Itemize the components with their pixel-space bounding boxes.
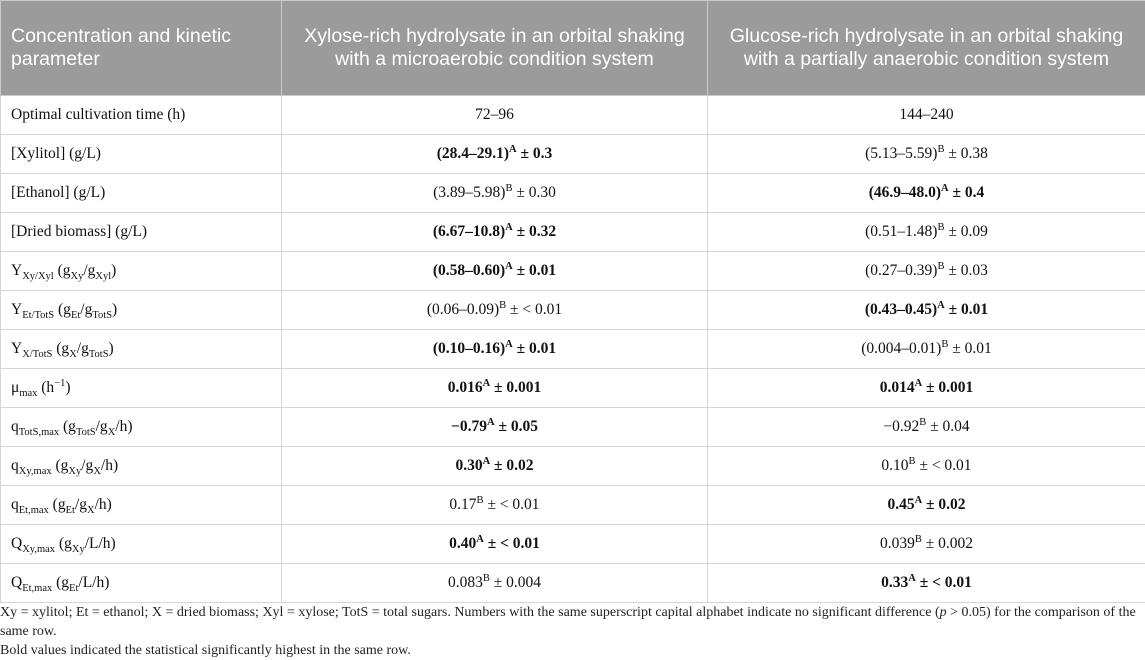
glucose-value: $(0.51-1.48)^B \pm 0.09$ (708, 213, 1145, 252)
table-row (1, 369, 1145, 408)
xylose-value: $(28.4-29.1)^A \pm 0.3$ (282, 135, 708, 174)
row-label: $q_{Et,max}$ $(g_{Et}/g_X/h)$ (1, 486, 282, 525)
table-row (1, 447, 1145, 486)
glucose-value: $0.10^B$ ± < 0.01 (708, 447, 1145, 486)
table-row (1, 174, 1145, 213)
table-row (1, 525, 1145, 564)
table-row (1, 213, 1145, 252)
xylose-value: $-0.79^A \pm 0.05$ (282, 408, 708, 447)
table-row (1, 291, 1145, 330)
glucose-value: $0.014^A \pm 0.001$ (708, 369, 1145, 408)
xylose-value: $(0.06-0.09)^B$ ± < 0.01 (282, 291, 708, 330)
xylose-value: $(6.67-10.8)^A \pm 0.32$ (282, 213, 708, 252)
row-label: $Q_{Xy,max}$ $(g_{Xy}/L/h)$ (1, 525, 282, 564)
header-glucose-rich: Glucose-rich hydrolysate in an orbital shaking with a partially anaerobic condition system (708, 1, 1145, 96)
glucose-value: $0.33^A$ ± < 0.01 (708, 564, 1145, 603)
table-row (1, 96, 1145, 135)
table-row (1, 252, 1145, 291)
row-label: $q_{TotS,max}$ $(g_{TotS}/g_X/h)$ (1, 408, 282, 447)
xylose-value: $0.016^A \pm 0.001$ (282, 369, 708, 408)
table-row (1, 330, 1145, 369)
row-label: $Q_{Et,max}$ $(g_{Et}/L/h)$ (1, 564, 282, 603)
table-row (1, 486, 1145, 525)
glucose-value: $-0.92^B \pm 0.04$ (708, 408, 1145, 447)
xylose-value: $(0.58-0.60)^A \pm 0.01$ (282, 252, 708, 291)
glucose-value: $0.039^B \pm 0.002$ (708, 525, 1145, 564)
header-xylose-rich: Xylose-rich hydrolysate in an orbital shaking with a microaerobic condition system (282, 1, 708, 96)
xylose-value: $0.30^A \pm 0.02$ (282, 447, 708, 486)
row-label: $\mu_{max}$ $(h^{-1})$ (1, 369, 282, 408)
glucose-value: $0.45^A \pm 0.02$ (708, 486, 1145, 525)
footnote-abbreviations: Xy = xylitol; Et = ethanol; X = dried biomass; Xyl = xylose; TotS = total sugars. Numbers with the same superscript capital alphabet indicate no significant difference (p > 0.05) for the comparison of the same row. (0, 605, 1136, 639)
xylose-value: $0.083^B \pm 0.004$ (282, 564, 708, 603)
xylose-value: 72–96 (282, 96, 708, 135)
table-footnote (0, 603, 1140, 660)
glucose-value: 144–240 (708, 96, 1145, 135)
xylose-value: $0.17^B$ ± < 0.01 (282, 486, 708, 525)
table-header-row (1, 1, 1145, 96)
table-row (1, 564, 1145, 603)
footnote-bold-note: Bold values indicated the statistical significantly highest in the same row. (0, 643, 411, 658)
table-row (1, 135, 1145, 174)
xylose-value: $(0.10-0.16)^A \pm 0.01$ (282, 330, 708, 369)
row-label: [Ethanol] (g/L) (1, 174, 282, 213)
header-parameter: Concentration and kinetic parameter (1, 1, 282, 96)
row-label: $Y_{Xy/Xyl}$ $(g_{Xy}/g_{Xyl})$ (1, 252, 282, 291)
glucose-value: $(0.43-0.45)^A \pm 0.01$ (708, 291, 1145, 330)
row-label: [Xylitol] (g/L) (1, 135, 282, 174)
glucose-value: $(0.004-0.01)^B \pm 0.01$ (708, 330, 1145, 369)
glucose-value: $(0.27-0.39)^B \pm 0.03$ (708, 252, 1145, 291)
row-label: $q_{Xy,max}$ $(g_{Xy}/g_X/h)$ (1, 447, 282, 486)
row-label: $Y_{X/TotS}$ $(g_X/g_{TotS})$ (1, 330, 282, 369)
xylose-value: $0.40^A$ ± < 0.01 (282, 525, 708, 564)
glucose-value: $(5.13-5.59)^B \pm 0.38$ (708, 135, 1145, 174)
row-label: $Y_{Et/TotS}$ $(g_{Et}/g_{TotS})$ (1, 291, 282, 330)
row-label: [Dried biomass] (g/L) (1, 213, 282, 252)
xylose-value: $(3.89-5.98)^B \pm 0.30$ (282, 174, 708, 213)
table-row (1, 408, 1145, 447)
row-label: Optimal cultivation time (h) (1, 96, 282, 135)
glucose-value: $(46.9-48.0)^A \pm 0.4$ (708, 174, 1145, 213)
